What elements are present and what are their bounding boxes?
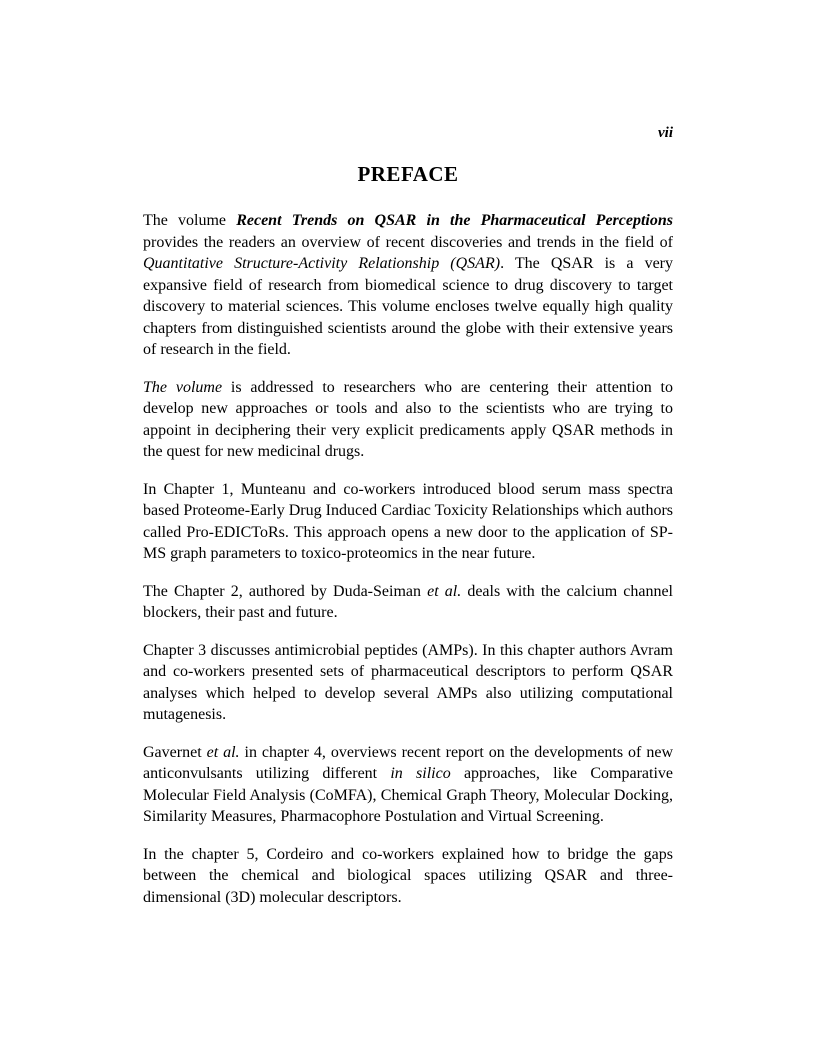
page-number: vii bbox=[658, 125, 673, 141]
text-run: The volume bbox=[143, 378, 223, 396]
text-run: The volume bbox=[143, 212, 237, 229]
text-run: in chapter 4, overviews recent report on the developments of new anticonvulsants utilizing different bbox=[143, 743, 673, 782]
text-run: et al. bbox=[427, 582, 462, 600]
text-run: Gavernet bbox=[143, 743, 207, 761]
paragraph-chapter-2 bbox=[143, 581, 673, 624]
paragraph-chapter-3 bbox=[143, 640, 673, 726]
text-run: in silico bbox=[390, 765, 451, 782]
paragraph-chapter-5 bbox=[143, 844, 673, 909]
text-run: deals with the calcium channel blockers, their past and future. bbox=[143, 582, 673, 621]
paragraph-audience bbox=[143, 377, 673, 463]
text-run: is addressed to researchers who are centering their attention to develop new approaches or tools and also to the scientists who are trying to appoint in deciphering their very explicit predicaments apply QSAR methods in the quest for new medicinal drugs. bbox=[143, 378, 673, 460]
text-run: provides the readers an overview of recent discoveries and trends in the field of bbox=[143, 233, 673, 251]
preface-content bbox=[143, 210, 673, 908]
text-run: approaches, like Comparative Molecular Field Analysis (CoMFA), Chemical Graph Theory, Molecular Docking, Similarity Measures, Pharmacophore Postulation and Virtual Screening. bbox=[143, 765, 673, 825]
text-run: In Chapter 1, Munteanu and co-workers introduced blood serum mass spectra based Proteome-Early Drug Induced Cardiac Toxicity Relationships which authors called Pro-EDICToRs. This approach opens a new door to the application of SP-MS graph parameters to toxico-proteomics in the near future. bbox=[143, 480, 674, 562]
text-run: Quantitative Structure-Activity Relationship (QSAR) bbox=[143, 255, 501, 272]
text-run: . The QSAR is a very expansive field of research from biomedical science to drug discovery to target discovery to material sciences. This volume encloses twelve equally high quality chapters from distinguished scientists around the globe with their extensive years of research in the field. bbox=[143, 255, 674, 358]
text-run: Chapter 3 discusses antimicrobial peptides (AMPs). In this chapter authors Avram and co-workers presented sets of pharmaceutical descriptors to perform QSAR analyses which helped to develop several AMPs also utilizing computational mutagenesis. bbox=[143, 641, 673, 723]
page-title: PREFACE bbox=[357, 162, 459, 186]
paragraph-chapter-4 bbox=[143, 742, 673, 828]
text-run: Recent Trends on QSAR in the Pharmaceutical Perceptions bbox=[236, 212, 673, 229]
text-run: The Chapter 2, authored by Duda-Seiman bbox=[143, 582, 428, 600]
text-run: In the chapter 5, Cordeiro and co-workers explained how to bridge the gaps between the chemical and biological spaces utilizing QSAR and three-dimensional (3D) molecular descriptors. bbox=[143, 845, 673, 906]
text-run: et al. bbox=[206, 743, 240, 761]
paragraph-chapter-1 bbox=[143, 479, 673, 565]
paragraph-volume-overview bbox=[143, 210, 673, 361]
